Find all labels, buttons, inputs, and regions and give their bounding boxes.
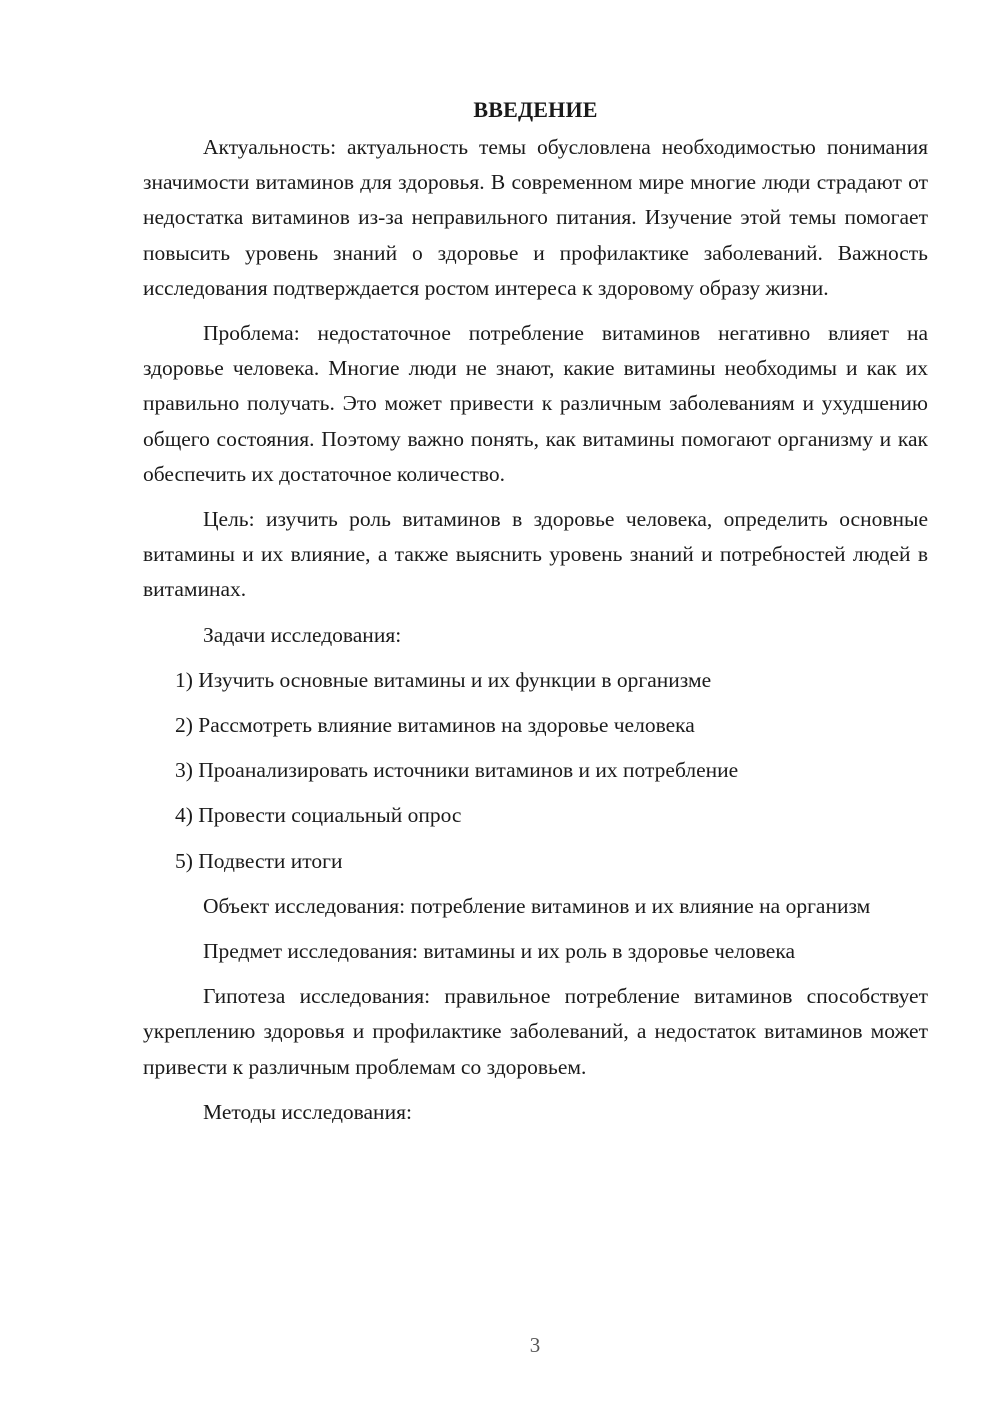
hypothesis-paragraph: Гипотеза исследования: правильное потребление витаминов способствует укреплению здоровья и профилактике заболеваний, а недостаток витаминов может привести к различным проблемам со здоровьем. [143,984,928,1079]
page-number: 3 [529,1333,541,1357]
list-item: 4) Провести социальный опрос [175,803,462,828]
list-item: 5) Подвести итоги [175,848,343,873]
document-page [143,92,928,1140]
tasks-heading: Задачи исследования: [203,622,402,647]
list-item: 1) Изучить основные витамины и их функции в организме [175,667,712,692]
tasks-list [143,663,928,879]
problem-paragraph: Проблема: недостаточное потребление витаминов негативно влияет на здоровье человека. Многие люди не знают, какие витамины необходимы и как их правильно получать. Это может привести к различным заболеваниям и ухудшению общего состояния. Поэтому важно понять, как витамины помогают организму и как обеспечить их достаточное количество. [143,321,928,486]
list-item: 3) Проанализировать источники витаминов и их потребление [175,758,739,783]
list-item: 2) Рассмотреть влияние витаминов на здоровье человека [175,713,695,738]
relevance-paragraph: Актуальность: актуальность темы обусловлена необходимостью понимания значимости витаминов для здоровья. В современном мире многие люди страдают от недостатка витаминов из-за неправильного питания. Изучение этой темы помогает повысить уровень знаний о здоровье и профилактике заболеваний. Важность исследования подтверждается ростом интереса к здоровому образу жизни. [143,135,928,300]
goal-paragraph: Цель: изучить роль витаминов в здоровье человека, определить основные витамины и их влияние, а также выяснить уровень знаний и потребностей людей в витаминах. [143,507,928,602]
methods-heading: Методы исследования: [203,1099,412,1124]
section-heading: ВВЕДЕНИЕ [473,97,598,122]
object-paragraph: Объект исследования: потребление витаминов и их влияние на организм [203,893,871,918]
subject-paragraph: Предмет исследования: витамины и их роль в здоровье человека [203,939,796,964]
